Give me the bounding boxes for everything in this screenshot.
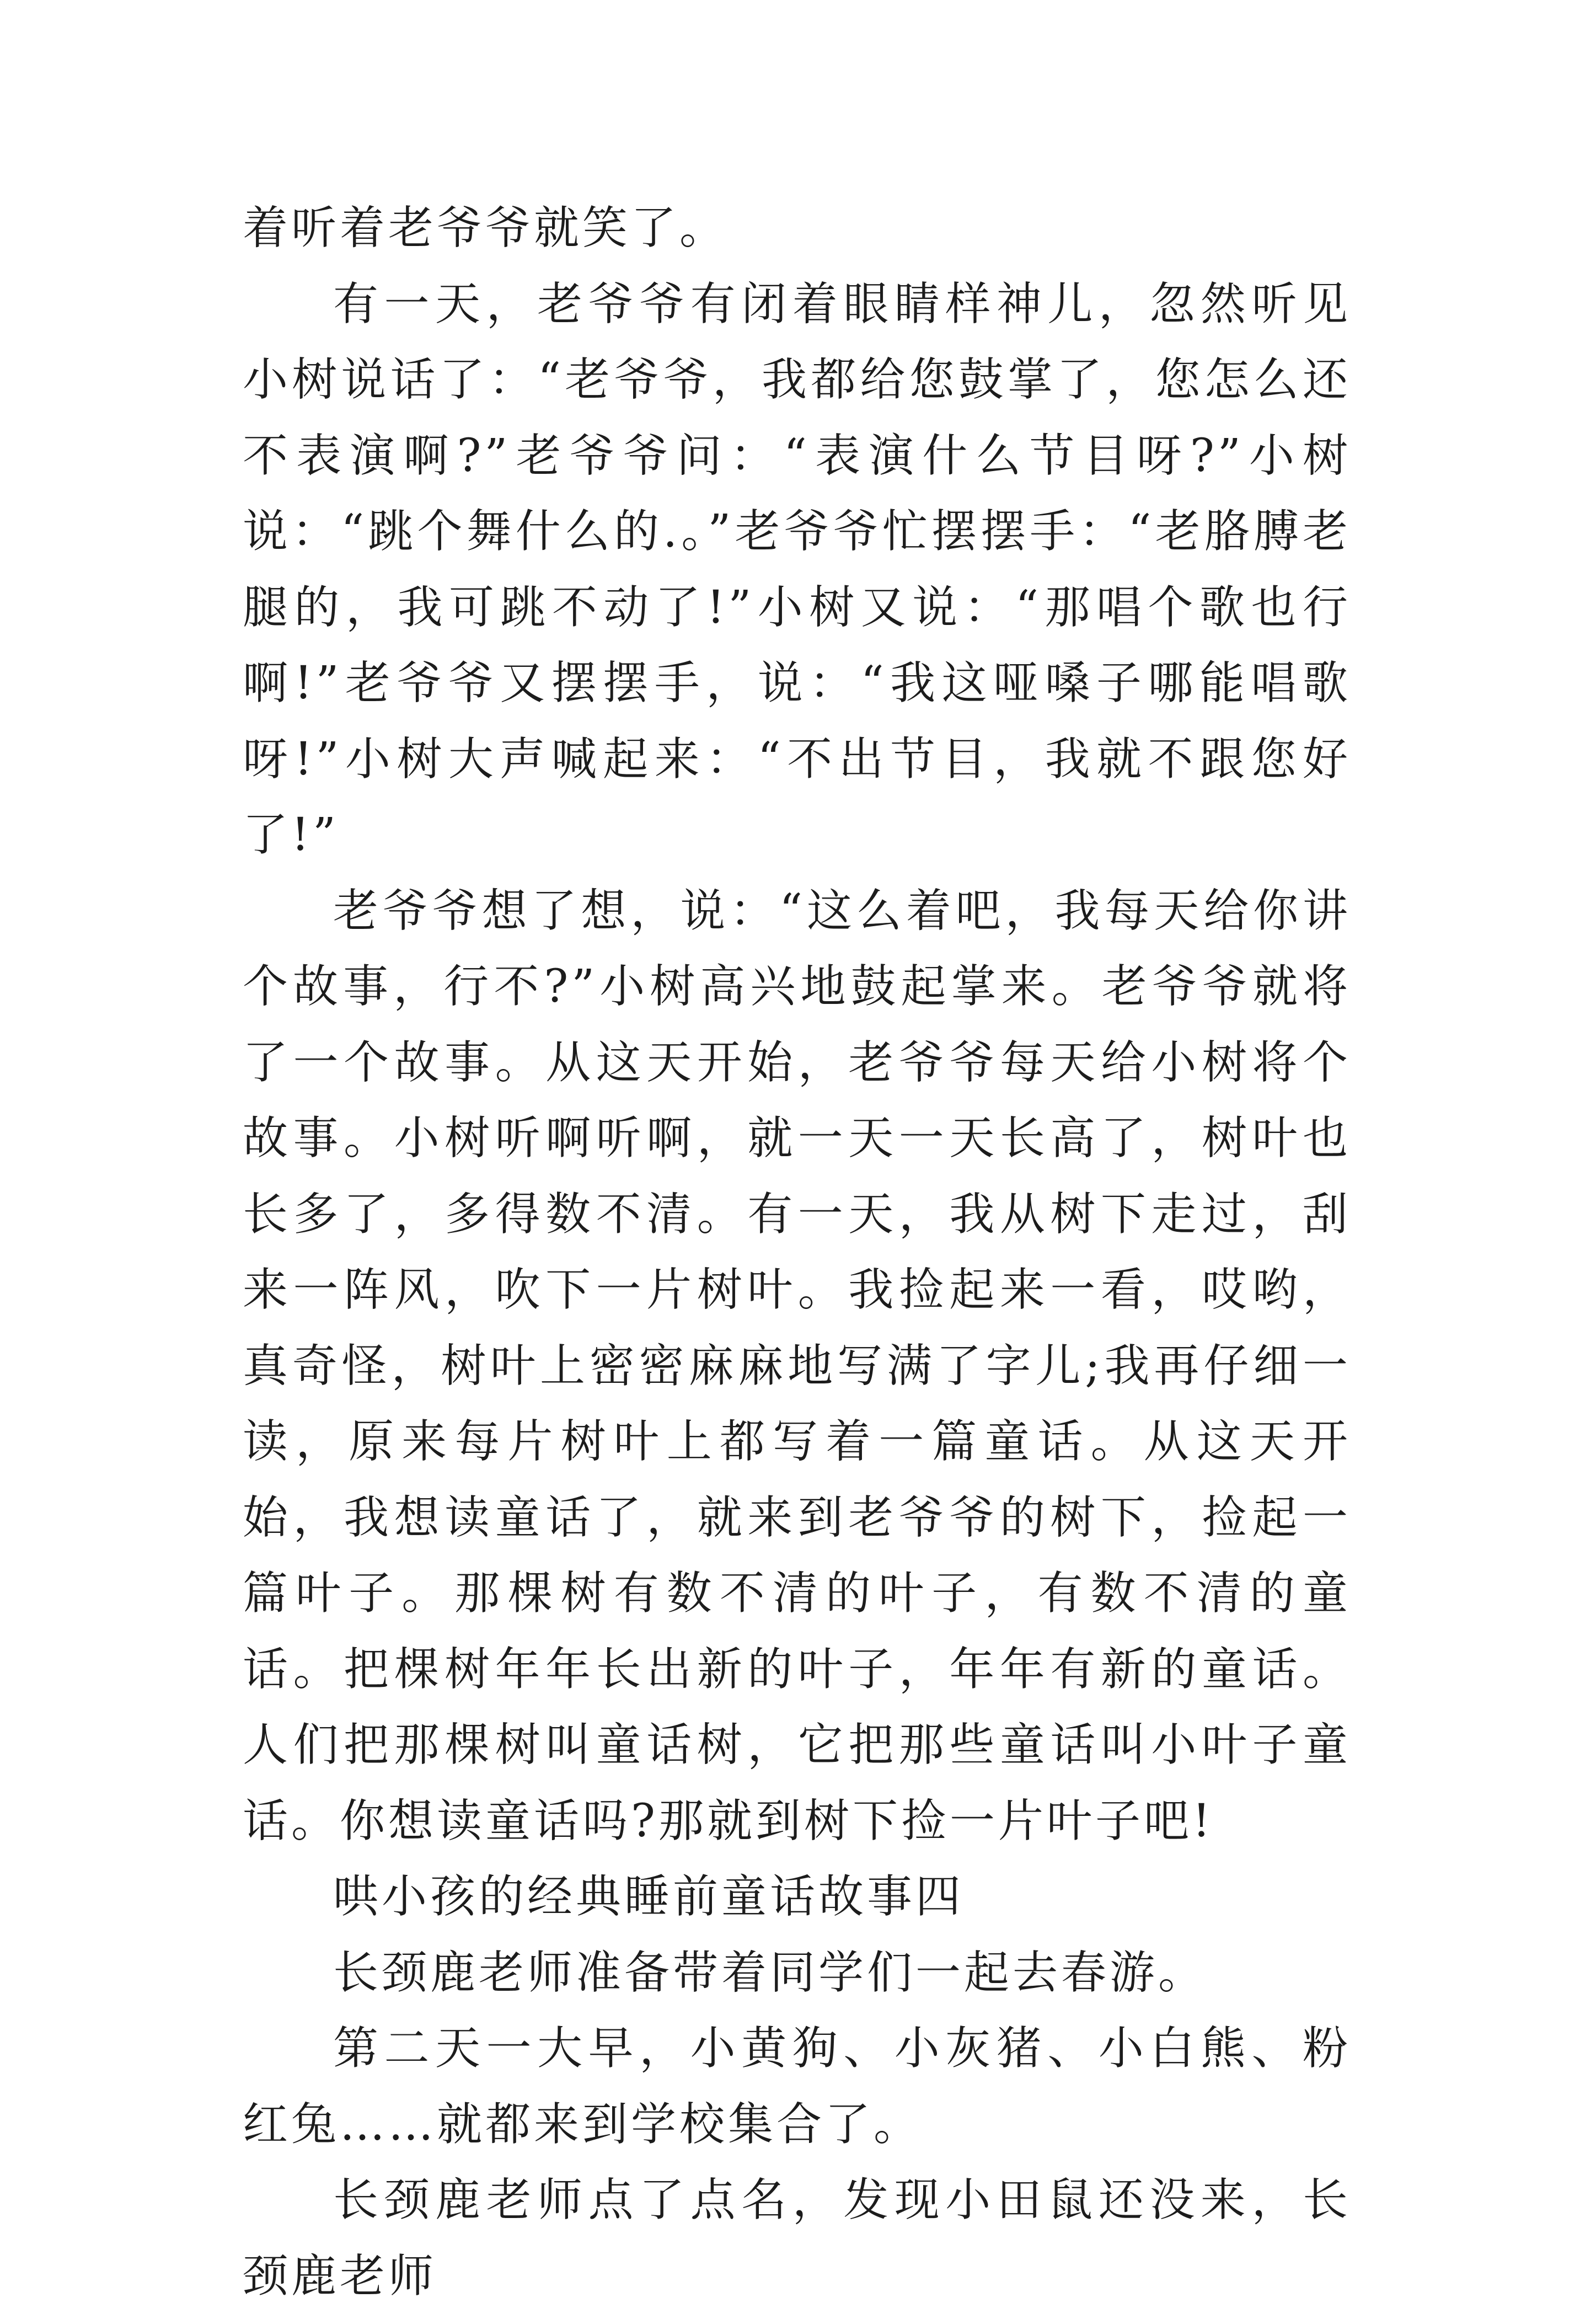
paragraph-next-morning: 第二天一大早，小黄狗、小灰猪、小白熊、粉红兔……就都来到学校集合了。 <box>243 2022 1351 2151</box>
paragraph-giraffe-teacher: 长颈鹿老师准备带着同学们一起去春游。 <box>333 1946 1207 1999</box>
paragraph-story-tree: 老爷爷想了想，说：“这么着吧，我每天给你讲个故事，行不?”小树高兴地鼓起掌来。老爷爷就将了一个故事。从这天开始，老爷爷每天给小树将个故事。小树听啊听啊，就一天一天长高了，树叶也长多了，多得数不清。有一天，我从树下走过，刮来一阵风，吹下一片树叶。我捡起来一看，哎哟，真奇怪，树叶上密密麻麻地写满了字儿;我再仔细一读，原来每片树叶上都写着一篇童话。从这天开始，我想读童话了，就来到老爷爷的树下，捡起一篇叶子。那棵树有数不清的叶子，有数不清的童话。把棵树年年长出新的叶子，年年有新的童话。人们把那棵树叫童话树，它把那些童话叫小叶子童话。你想读童话吗?那就到树下捡一片叶子吧! <box>243 884 1351 1847</box>
paragraph-roll-call: 长颈鹿老师点了点名，发现小田鼠还没来，长颈鹿老师 <box>243 2174 1351 2302</box>
section-heading-story-four: 哄小孩的经典睡前童话故事四 <box>333 1871 965 1923</box>
paragraph-continuation: 着听着老爷爷就笑了。 <box>243 202 729 254</box>
paragraph-grandpa-asked: 有一天，老爷爷有闭着眼睛样神儿，忽然听见小树说话了：“老爷爷，我都给您鼓掌了，您怎么还不表演啊?”老爷爷问：“表演什么节目呀?”小树说：“跳个舞什么的.。”老爷爷忙摆摆手：“老胳膊老腿的，我可跳不动了!”小树又说：“那唱个歌也行啊!”老爷爷又摆摆手，说：“我这哑嗓子哪能唱歌呀!”小树大声喊起来：“不出节目，我就不跟您好了!” <box>243 277 1351 861</box>
body-text <box>243 190 1351 2314</box>
